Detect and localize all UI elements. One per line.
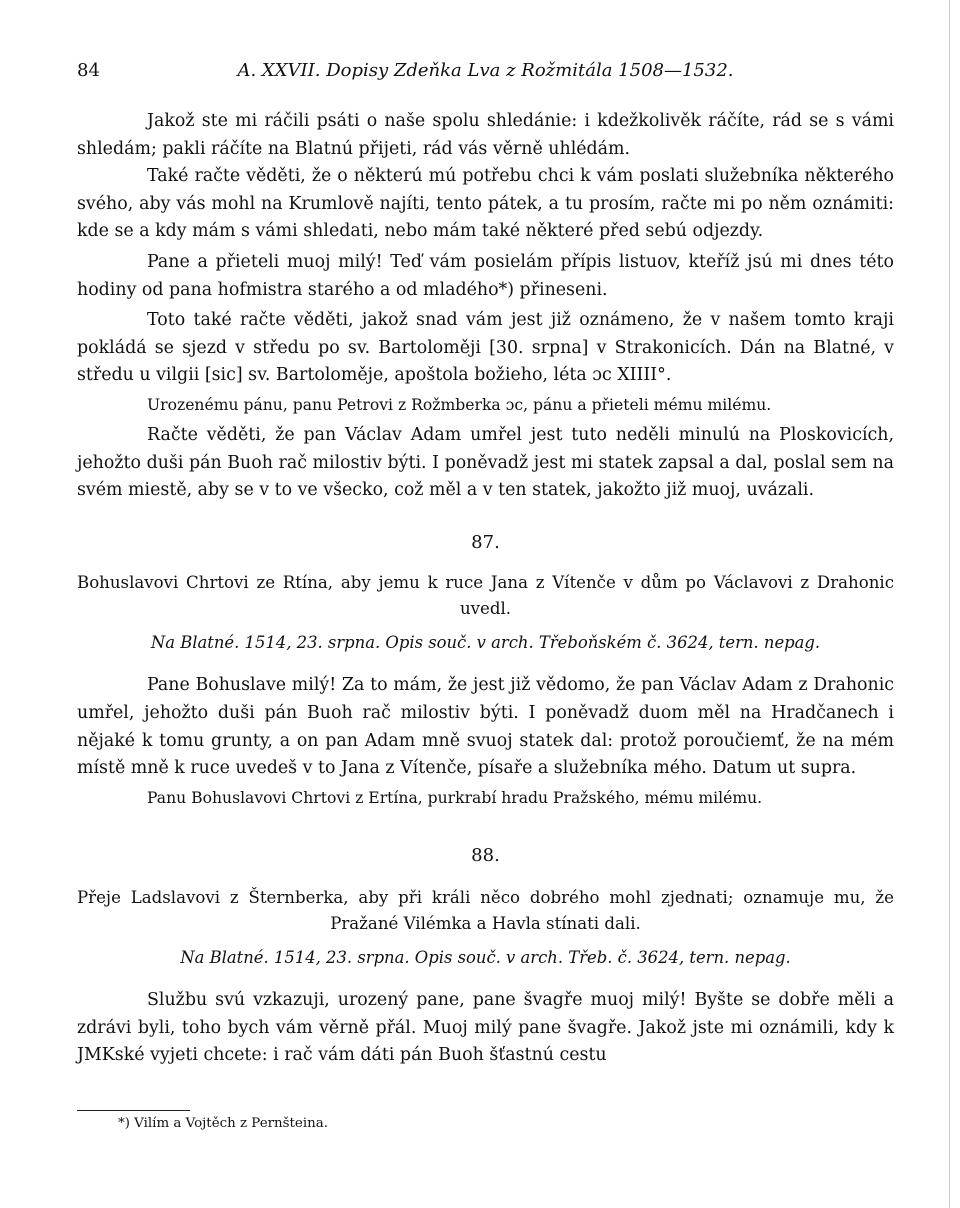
letter-number: 88. [471,844,500,866]
paragraph: Toto také račte věděti, jakož snad vám jest již oznámeno, že v našem tomto kraji pokládá se sjezd v středu po sv. Bartoloměji [30. srpna] v Strakonicích. Dán na Blatné, v středu u vilgii [sic] sv. Bartoloměje, apoštola božieho, léta ɔc XIIII°. [77,310,894,386]
footnote-divider [77,1110,190,1111]
running-head: A. XXVII. Dopisy Zdeňka Lva z Rožmitála 1508—1532. [237,60,734,81]
letter-87 [77,529,894,812]
letter-body: Službu svú vzkazuji, urozený pane, pane švagře muoj milý! Byšte se dobře měli a zdrávi byli, toho bych vám věrně přál. Muoj milý pane švagře. Jakož jste mi oznámili, kdy k JMKské vyjeti chcete: i rač vám dáti pán Buoh šťastnú cestu [77,990,894,1066]
postscript: Račte věděti, že pan Václav Adam umřel jest tuto neděli minulú na Ploskovicích, jehožto duši pán Buoh rač milostiv býti. I poněvadž jest mi statek zapsal a dal, poslal sem na svém miestě, aby se v to ve všecko, což měl a v ten statek, jakožto již muoj, uvázali. [77,424,894,501]
letter-body: Pane Bohuslave milý! Za to mám, že jest již vědomo, že pan Václav Adam z Drahonic umřel, jehožto duši pán Buoh rač milostiv býti. I poněvadž duom měl na Hradčanech i nějaké k tomu grunty, a on pan Adam mně svuoj statek dal: protož poroučiemť, že na mém místě mně k ruce uvedeš v to Jana z Vítenče, písaře a služebníka mého. Datum ut supra. [77,675,894,779]
page-edge-line [949,0,950,1208]
letter-source: Na Blatné. 1514, 23. srpna. Opis souč. v arch. Třeb. č. 3624, tern. nepag. [180,948,791,968]
page-header [77,60,894,86]
letter-address: Panu Bohuslavovi Chrtovi z Ertína, purkrabí hradu Pražského, mému milému. [147,788,763,807]
page-number: 84 [77,60,100,81]
letter-number: 87. [471,531,500,553]
letter-88 [77,842,894,1070]
paragraph: Jakož ste mi ráčili psáti o naše spolu shledánie: i kdežkolivěk ráčíte, rád se s vámi shledám; pakli ráčíte na Blatnú přijeti, rád vás věrně uhlédám. [77,111,894,159]
paragraph: Pane a přieteli muoj milý! Teď vám posielám přípis listuov, kteříž jsú mi dnes této hodiny od pana hofmistra starého a od mladého*) přineseni. [77,251,894,300]
letter-86-continuation [77,108,894,505]
letter-regest: Bohuslavovi Chrtovi ze Rtína, aby jemu k ruce Jana z Vítenče v dům po Václavovi z Drahonic uvedl. [77,573,894,619]
letter-address: Urozenému pánu, panu Petrovi z Rožmberka ɔc, pánu a přieteli mému milému. [147,395,772,414]
letter-source: Na Blatné. 1514, 23. srpna. Opis souč. v arch. Třeboňském č. 3624, tern. nepag. [150,633,821,653]
letter-regest: Přeje Ladslavovi z Šternberka, aby při králi něco dobrého mohl zjednati; oznamuje mu, že Pražané Vilémka a Havla stínati dali. [77,888,894,934]
footnote: *) Vilím a Vojtěch z Pernšteina. [118,1116,328,1131]
paragraph: Také račte věděti, že o některú mú potřebu chci k vám poslati služebníka některého svého, aby vás mohl na Krumlově najíti, tento pátek, a tu prosím, račte mi po něm oznámiti: kde se a kdy mám s vámi shledati, nebo mám také některé před sebú odjezdy. [77,166,894,242]
page-body [77,108,894,1070]
